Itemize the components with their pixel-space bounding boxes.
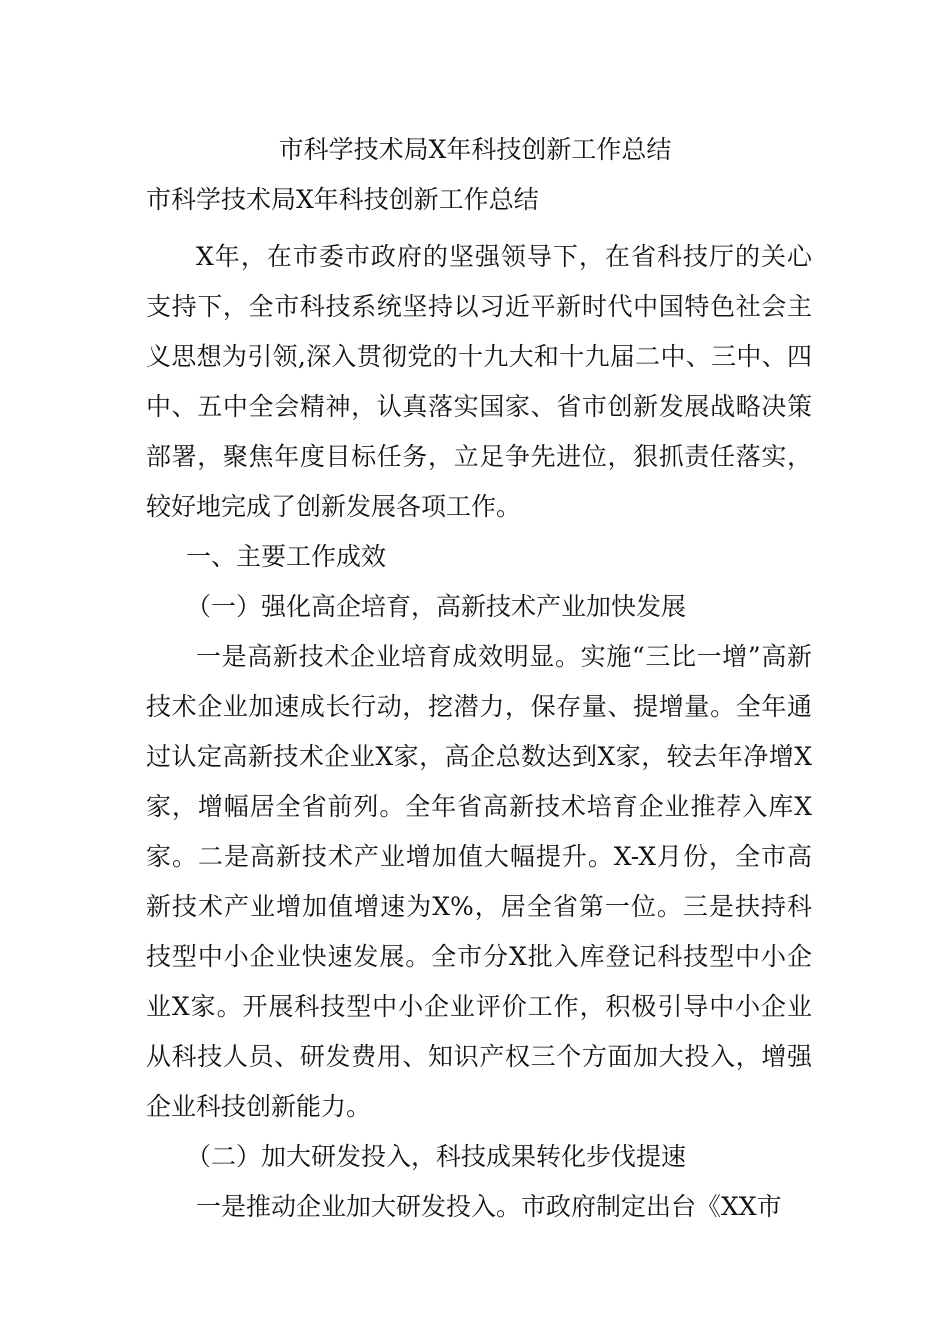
- section-heading-main-results: 一、主要工作成效: [186, 542, 387, 571]
- subsection-heading-1: （一）强化高企培育，高新技术产业加快发展: [186, 592, 687, 621]
- subsection-heading-2: （二）加大研发投入，科技成果转化步伐提速: [186, 1142, 687, 1171]
- document-title: 市科学技术局X年科技创新工作总结: [278, 135, 672, 164]
- intro-paragraph: X年，在市委市政府的坚强领导下，在省科技厅的关心支持下，全市科技系统坚持以习近平新时代中国特色社会主义思想为引领,深入贯彻党的十九大和十九届二中、三中、四中、五中全会精神，认真落实国家、省市创新发展战略决策部署，聚焦年度目标任务，立足争先进位，狠抓责任落实，较好地完成了创新发展各项工作。: [146, 242, 812, 521]
- document-body: [146, 232, 812, 1232]
- body-paragraph-2: 一是推动企业加大研发投入。市政府制定出台《XX市: [196, 1192, 782, 1221]
- body-paragraph-1: 一是高新技术企业培育成效明显。实施“三比一增”高新技术企业加速成长行动，挖潜力，保存量、提增量。全年通过认定高新技术企业X家，高企总数达到X家，较去年净增X家，增幅居全省前列。全年省高新技术培育企业推荐入库X家。二是高新技术产业增加值大幅提升。X-X月份，全市高新技术产业增加值增速为X%，居全省第一位。三是扶持科技型中小企业快速发展。全市分X批入库登记科技型中小企业X家。开展科技型中小企业评价工作，积极引导中小企业从科技人员、研发费用、知识产权三个方面加大投入，增强企业科技创新能力。: [146, 642, 812, 1121]
- document-subtitle: 市科学技术局X年科技创新工作总结: [146, 185, 539, 214]
